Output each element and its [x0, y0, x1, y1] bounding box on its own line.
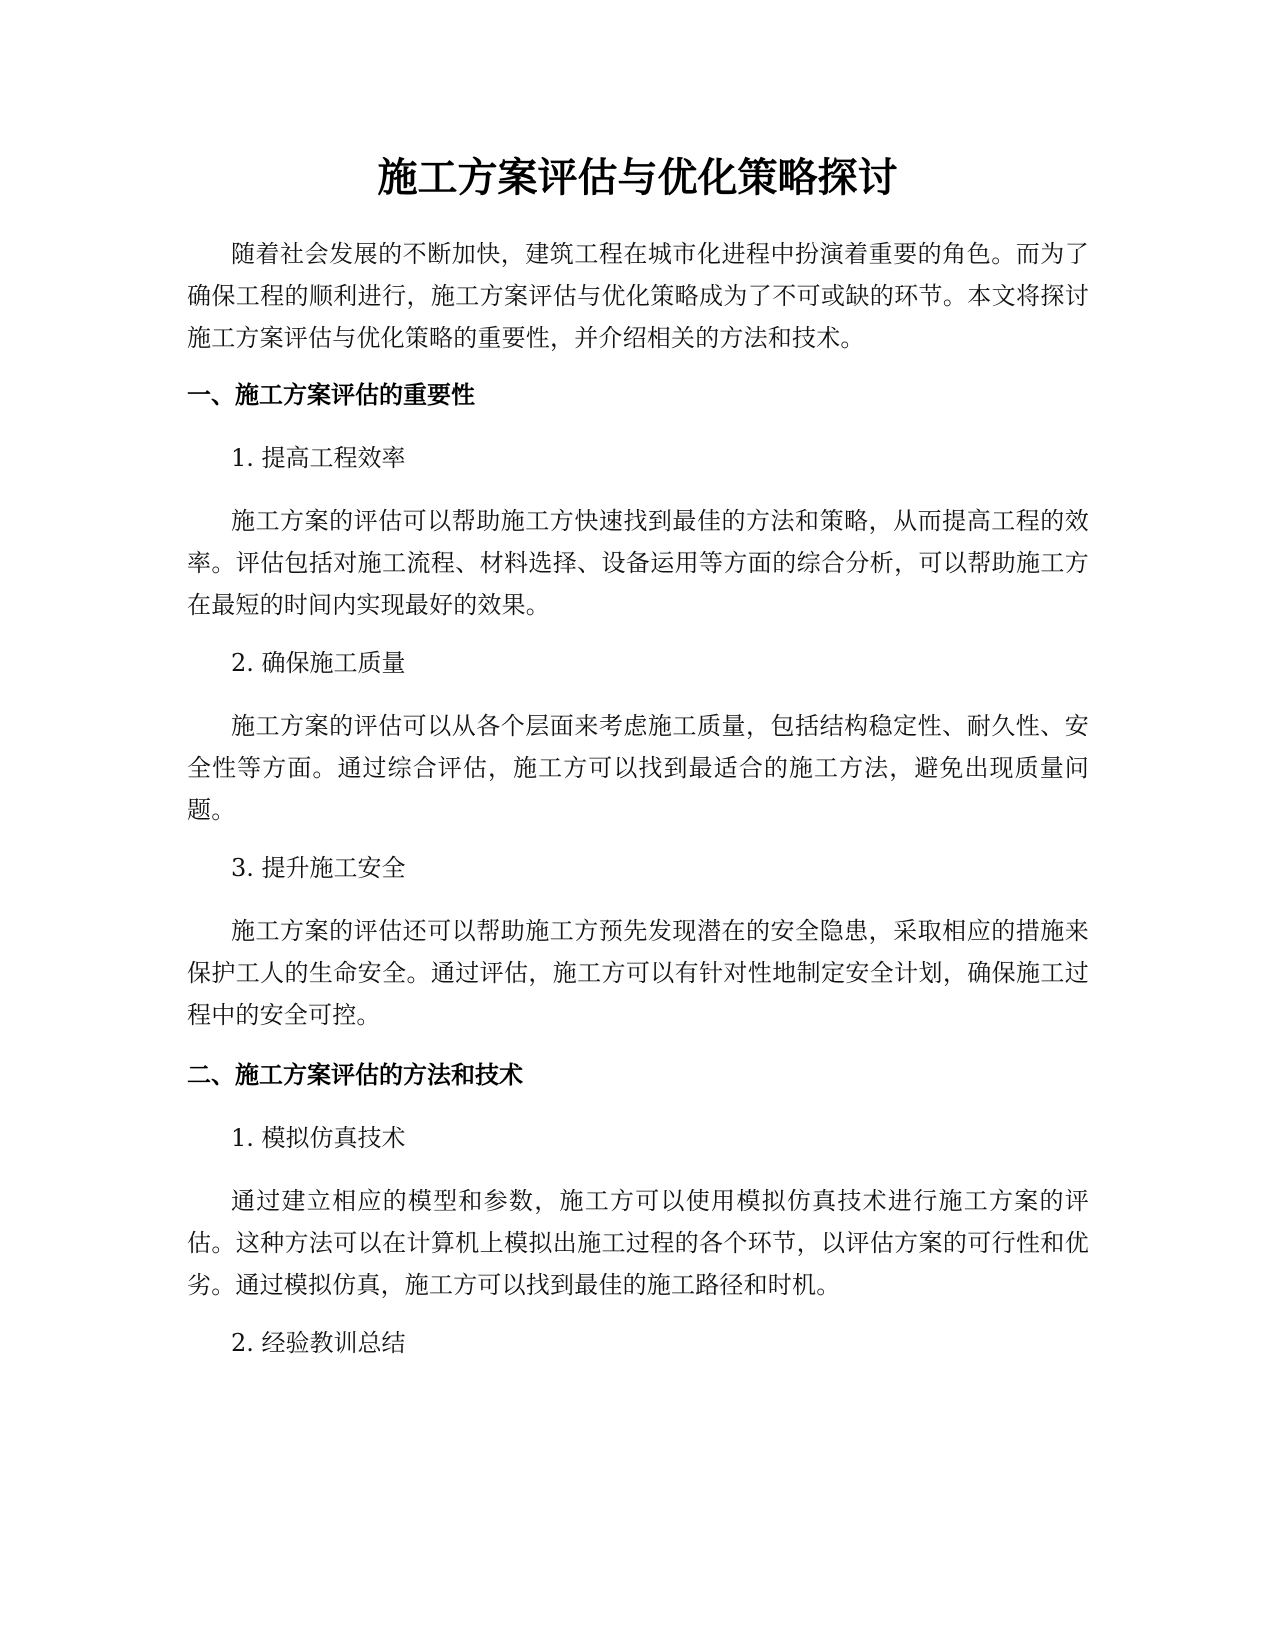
intro-paragraph: 随着社会发展的不断加快，建筑工程在城市化进程中扮演着重要的角色。而为了确保工程的顺利进行，施工方案评估与优化策略成为了不可或缺的环节。本文将探讨施工方案评估与优化策略的重要性，并介绍相关的方法和技术。	[187, 240, 1089, 352]
paragraph-simulation: 通过建立相应的模型和参数，施工方可以使用模拟仿真技术进行施工方案的评估。这种方法可以在计算机上模拟出施工过程的各个环节，以评估方案的可行性和优劣。通过模拟仿真，施工方可以找到最佳的施工路径和时机。	[187, 1187, 1089, 1299]
document-title: 施工方案评估与优化策略探讨	[377, 155, 898, 201]
subheading-lessons: 2. 经验教训总结	[231, 1329, 406, 1357]
section-heading-importance: 一、施工方案评估的重要性	[187, 381, 475, 409]
section-heading-methods: 二、施工方案评估的方法和技术	[187, 1061, 523, 1089]
paragraph-quality: 施工方案的评估可以从各个层面来考虑施工质量，包括结构稳定性、耐久性、安全性等方面。通过综合评估，施工方可以找到最适合的施工方法，避免出现质量问题。	[187, 712, 1089, 824]
paragraph-efficiency: 施工方案的评估可以帮助施工方快速找到最佳的方法和策略，从而提高工程的效率。评估包括对施工流程、材料选择、设备运用等方面的综合分析，可以帮助施工方在最短的时间内实现最好的效果。	[187, 507, 1089, 619]
subheading-efficiency: 1. 提高工程效率	[231, 444, 406, 472]
paragraph-safety: 施工方案的评估还可以帮助施工方预先发现潜在的安全隐患，采取相应的措施来保护工人的生命安全。通过评估，施工方可以有针对性地制定安全计划，确保施工过程中的安全可控。	[187, 917, 1089, 1029]
subheading-safety: 3. 提升施工安全	[231, 854, 406, 882]
subheading-simulation: 1. 模拟仿真技术	[231, 1124, 406, 1152]
subheading-quality: 2. 确保施工质量	[231, 649, 406, 677]
